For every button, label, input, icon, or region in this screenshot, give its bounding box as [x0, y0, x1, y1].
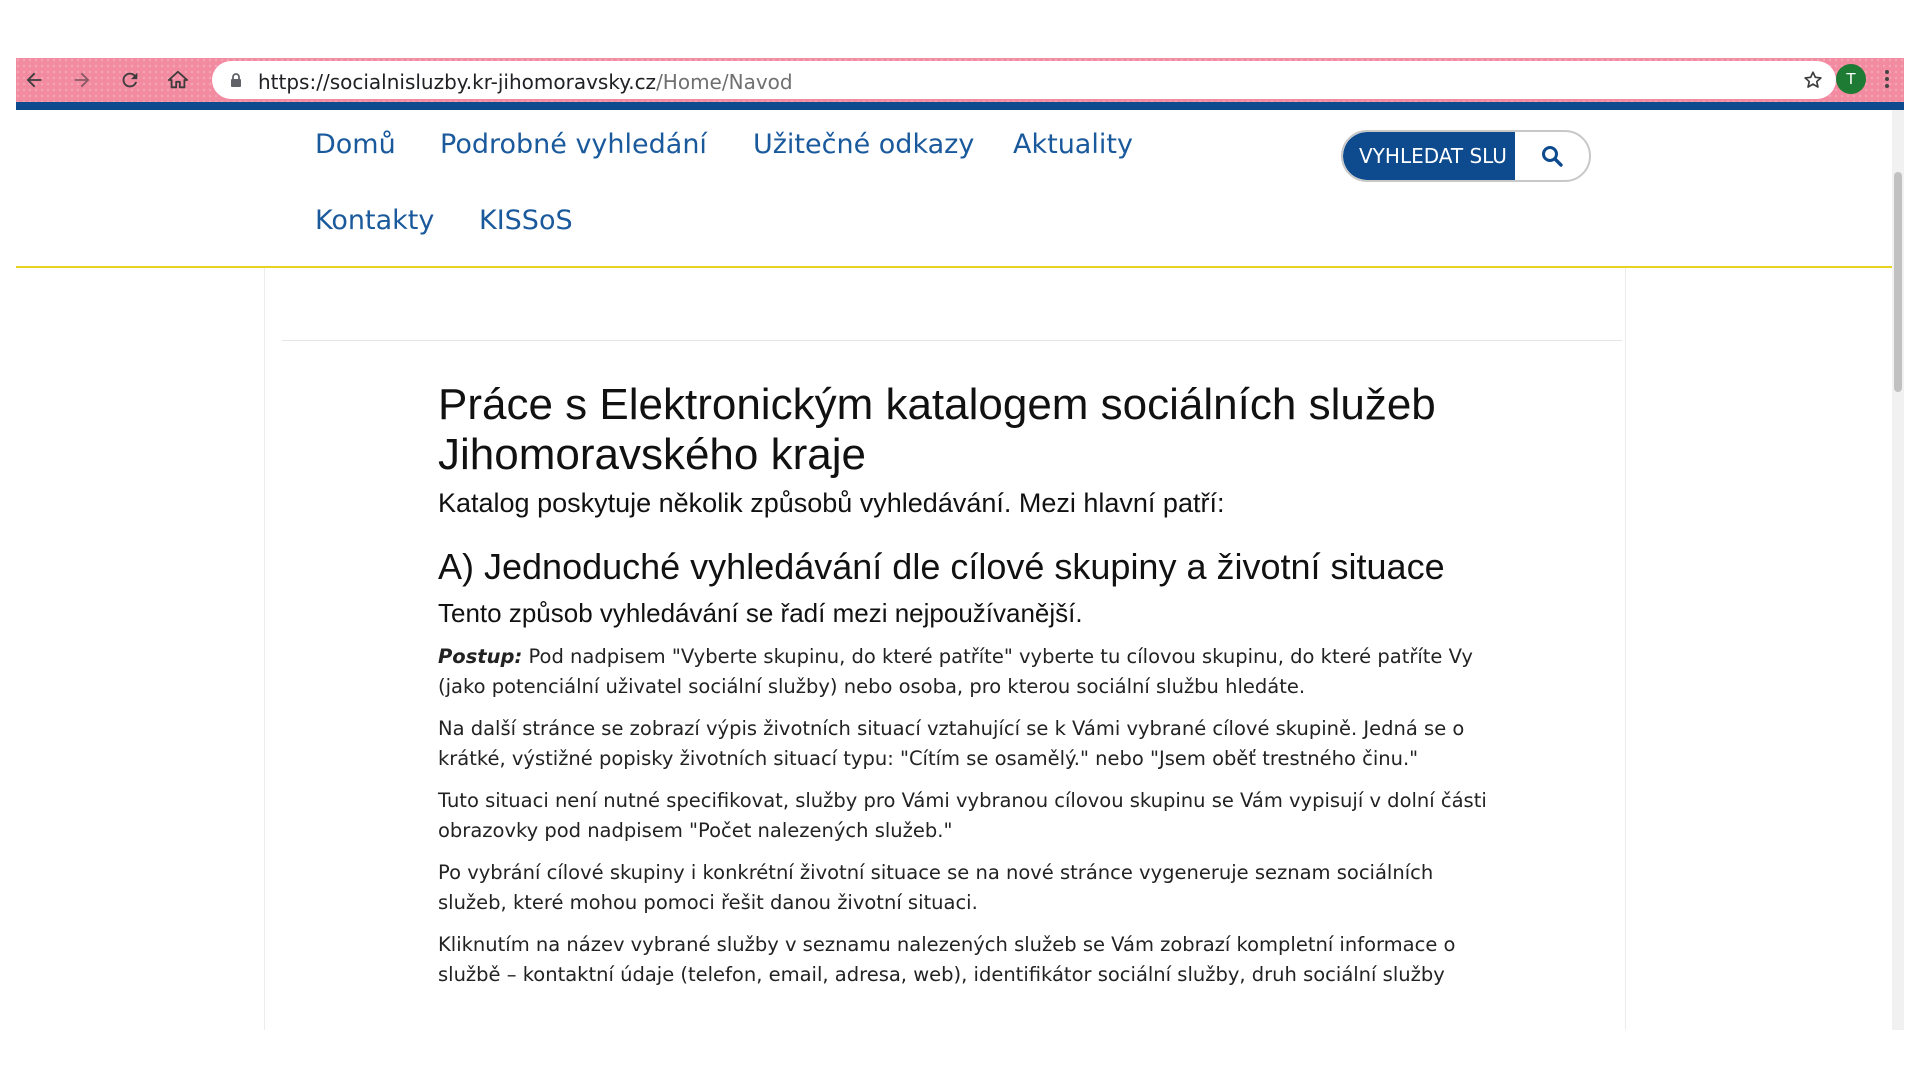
- reload-icon: [119, 69, 141, 91]
- paragraph: Po vybrání cílové skupiny i konkrétní životní situace se na nové stránce vygeneruje seznam sociálních služeb, které mohou pomoci řešit danou životní situaci.: [438, 861, 1434, 914]
- browser-window: [16, 58, 1904, 1030]
- nav-link-kontakty[interactable]: Kontakty: [315, 205, 435, 236]
- url-path: /Home/Navod: [656, 70, 793, 94]
- profile-avatar[interactable]: T: [1836, 64, 1866, 94]
- section-a-heading: A) Jednoduché vyhledávání dle cílové skupiny a životní situace: [438, 546, 1445, 587]
- nav-link-uzitecne-odkazy[interactable]: Užitečné odkazy: [753, 129, 975, 160]
- back-button[interactable]: [18, 64, 50, 96]
- page-scrollbar[interactable]: [1892, 110, 1904, 1030]
- bookmark-star-icon[interactable]: [1802, 69, 1824, 91]
- paragraph: Kliknutím na název vybrané služby v seznamu nalezených služeb se Vám zobrazí kompletní informace o službě – kontaktní údaje (telefon, email, adresa, web), identifikátor sociální služby, druh sociální služby: [438, 933, 1456, 986]
- lead-text: Katalog poskytuje několik způsobů vyhledávání. Mezi hlavní patří:: [438, 488, 1225, 518]
- page-title: Práce s Elektronickým katalogem sociálních služeb Jihomoravského kraje: [438, 380, 1436, 479]
- article: [438, 380, 1488, 990]
- reload-button[interactable]: [114, 64, 146, 96]
- nav-link-podrobne-vyhledani[interactable]: Podrobné vyhledání: [440, 129, 707, 160]
- postup-text: Pod nadpisem "Vyberte skupinu, do které patříte" vyberte tu cílovou skupinu, do které patříte Vy (jako potenciální uživatel sociální služby) nebo osoba, pro kterou sociální službu hledáte.: [438, 645, 1473, 698]
- postup-label: Postup:: [438, 645, 523, 668]
- browser-menu-icon[interactable]: [1884, 68, 1890, 90]
- back-arrow-icon: [23, 69, 45, 91]
- content-divider: [282, 340, 1622, 341]
- address-bar[interactable]: [212, 61, 1836, 99]
- home-icon: [167, 69, 189, 91]
- url-text[interactable]: [258, 70, 793, 94]
- paragraph: Na další stránce se zobrazí výpis životních situací vztahující se k Vámi vybrané cílové skupině. Jedná se o krátké, výstižné popisky životních situací typu: "Cítím se osamělý." nebo "Jsem oběť trestného činu.": [438, 717, 1465, 770]
- forward-arrow-icon: [71, 69, 93, 91]
- search-button[interactable]: [1515, 132, 1589, 180]
- header-accent-rule: [16, 102, 1904, 110]
- search-icon: [1540, 144, 1564, 168]
- forward-button[interactable]: [66, 64, 98, 96]
- home-button[interactable]: [162, 64, 194, 96]
- lock-icon: [228, 72, 244, 88]
- service-search: [1341, 130, 1591, 182]
- nav-link-aktuality[interactable]: Aktuality: [1013, 129, 1133, 160]
- url-host: https://socialnisluzby.kr-jihomoravsky.cz: [258, 70, 657, 94]
- browser-toolbar: [16, 58, 1904, 102]
- site-navigation: [16, 110, 1904, 266]
- service-search-input[interactable]: VYHLEDAT SLU: [1343, 132, 1515, 180]
- section-a-subtitle: Tento způsob vyhledávání se řadí mezi nejpoužívanější.: [438, 598, 1083, 628]
- nav-link-kissos[interactable]: KISSoS: [479, 205, 573, 236]
- paragraph: Tuto situaci není nutné specifikovat, služby pro Vámi vybranou cílovou skupinu se Vám vypisují v dolní části obrazovky pod nadpisem "Počet nalezených služeb.": [438, 789, 1487, 842]
- postup-paragraph: [438, 642, 1488, 702]
- nav-link-domu[interactable]: Domů: [315, 129, 396, 160]
- scrollbar-thumb[interactable]: [1894, 172, 1902, 392]
